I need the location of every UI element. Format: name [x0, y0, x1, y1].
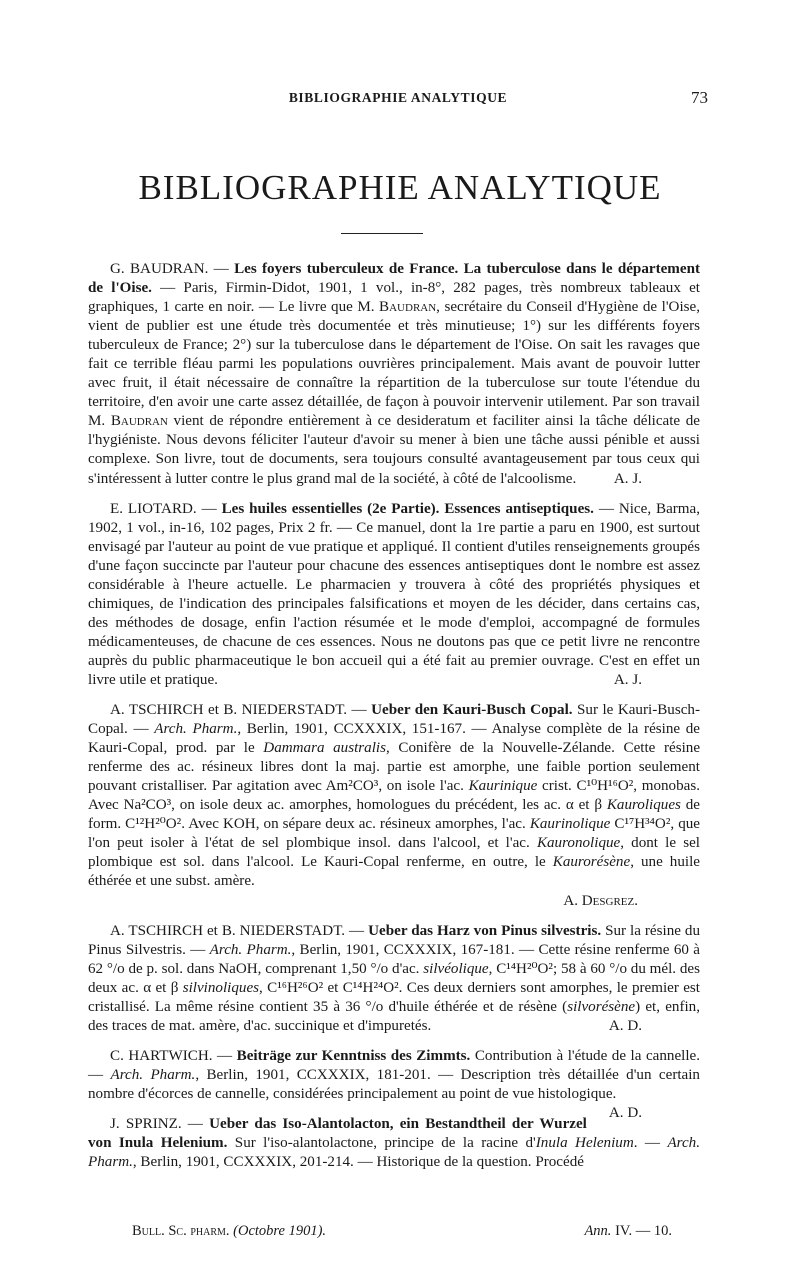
entry-body-smallcaps: Baudran	[110, 413, 168, 430]
entry-author: A. TSCHIRCH et B. NIEDERSTADT. —	[110, 702, 372, 719]
bibliography-entry	[88, 500, 700, 690]
bibliography-entry	[88, 1047, 701, 1121]
entry-author: A. TSCHIRCH et B. NIEDERSTADT. —	[110, 922, 369, 939]
entry-signature: A. D.	[608, 1104, 642, 1121]
entry-body-italic: silvéolique	[423, 960, 489, 977]
entry-body-italic: Arch. Pharm.	[88, 1135, 700, 1171]
entry-signature: A. J.	[613, 671, 642, 688]
footer-date: (Octobre 1901).	[233, 1223, 327, 1239]
entry-body: Sur l'iso-alantolactone, principe de la racine d'	[227, 1135, 536, 1152]
entry-body-italic: Kaurinique	[468, 778, 538, 795]
footer-annee: Ann.	[584, 1223, 612, 1239]
entry-signature: A. J.	[613, 470, 642, 487]
entry-body: — Nice, Barma, 1902, 1 vol., in-16, 102 pages, Prix 2 fr. — Ce manuel, dont la 1re partie a paru en 1900, est surtout envisagé par l'auteur au point de vue pratique et appliqué. Il contient d'utiles renseignements groupés d'une façon succincte par l'auteur pour chacune des essences antiseptiques dont le nombre est assez considérable à l'heure actuelle. Le pharmacien y trouvera à côté des propriétés physiques et chimiques, de l'indication des principales falsifications et moyen de les décider, dans certains cas, des méthodes de dosage, enfin l'action résumée et le mode d'emploi, accompagné de formules médicamenteuses, de chacune de ces essences. Nous ne doutons pas que ce petit livre ne rencontre auprès du public pharmaceutique le bon accueil qui a été fait au premier ouvrage. C'est en effet un livre utile et pratique.	[88, 500, 701, 688]
running-head	[88, 90, 708, 112]
entry-title: Les huiles essentielles (2e Partie). Essences antiseptiques.	[221, 500, 594, 517]
entry-body: , une huile éthérée et une subst. amère.	[88, 854, 700, 890]
entry-body: , dont le sel plombique est sol. dans l'alcool. Le Kauri-Copal renferme, en outre, le	[88, 835, 700, 871]
section-title: BIBLIOGRAPHIE ANALYTIQUE	[138, 168, 662, 207]
bibliography-entry	[88, 922, 700, 1036]
entry-body: , C¹⁴H²⁰O²; 58 à 60 °/o du mél. des deux ac. α et β	[88, 960, 700, 996]
entry-body: crist. C¹⁰H¹⁶O², monobas. Avec Na²CO³, on isole deux ac. amorphes, homologues du précédent, les ac. α et β	[88, 778, 700, 814]
bibliography-entry	[88, 260, 700, 489]
footer-journal	[132, 1223, 326, 1240]
entry-body-italic: silvinoliques	[182, 979, 260, 996]
entry-body: C¹⁷H³⁴O², que l'on peut isoler à l'état de sel plombique insol. dans l'alcool, et l'ac.	[88, 816, 700, 852]
entry-body: , Berlin, 1901, CCXXXIX, 181-201. — Description très détaillée d'un certain nombre d'écorces de cannelle, considérées principalement au point de vue histologique.	[88, 1066, 700, 1102]
entry-body: , Berlin, 1901, CCXXXIX, 201-214. — Historique de la question. Procédé	[132, 1154, 584, 1171]
entry-body: , Berlin, 1901, CCXXXIX, 151-167. — Analyse complète de la résine de Kauri-Copal, prod. par le	[88, 721, 701, 757]
entry-body: , Conifère de la Nouvelle-Zélande. Cette résine renferme des ac. résineux libres dont la maj. partie est amorphe, une faible portion seulement pouvant cristalliser. Par agitation avec Am²CO³, on isole l'ac.	[88, 740, 701, 795]
bibliography-entries	[88, 260, 700, 1183]
entry-body: , Berlin, 1901, CCXXXIX, 167-181. — Cette résine renferme 60 à 62 °/o de p. sol. dans NaOH, comprenant 1,50 °/o d'ac.	[88, 941, 700, 977]
entry-body-italic: Kaurorésène	[552, 854, 631, 871]
entry-title: Beiträge zur Kenntniss des Zimmts.	[236, 1047, 471, 1064]
entry-body: , C¹⁶H²⁶O² et C¹⁴H²⁴O². Ces deux derniers sont amorphes, le premier est cristallisé. La même résine contient 35 à 36 °/o d'huile éthérée et de résène (	[88, 979, 700, 1015]
entry-author: G. BAUDRAN. —	[110, 261, 235, 277]
entry-title: Ueber das Iso-Alantolacton, ein Bestandtheil der Wurzel von Inula Helenium.	[88, 1115, 587, 1152]
entry-body: , secrétaire du Conseil d'Hygiène de l'Oise, vient de publier est une étude très documentée et très minutieuse; 1°) sur les différents foyers tuberculeux de France; 2°) sur la tuberculose dans le département de l'Oise. On sait les ravages que fait ce terrible fléau parmi les populations ouvrières principalement. Mais avant de pouvoir lutter avec fruit, il était nécessaire de connaître la répartition de la tuberculose sur toute l'étendue du territoire, d'en avoir une carte assez détaillée, de façon à pouvoir intervenir utilement. Par son travail M.	[88, 299, 700, 430]
running-head-title: BIBLIOGRAPHIE ANALYTIQUE	[288, 90, 508, 105]
page-number: 73	[691, 88, 708, 107]
bibliography-entry	[88, 701, 700, 911]
entry-signature: A. D.	[608, 1017, 642, 1034]
page-footer	[132, 1223, 672, 1245]
entry-body: ) et, enfin, des traces de mat. amère, d'ac. succinique et d'impuretés.	[88, 998, 700, 1034]
entry-author: C. HARTWICH. —	[110, 1047, 237, 1064]
entry-body-italic: Kauroliques	[606, 797, 681, 814]
entry-body-italic: Dammara australis	[263, 740, 386, 757]
entry-body: de form. C¹²H²⁰O². Avec KOH, on sépare deux ac. résineux amorphes, l'ac.	[88, 797, 700, 833]
footer-journal-name: Bull. Sc. pharm.	[132, 1223, 230, 1239]
footer-volume	[584, 1223, 672, 1240]
title-rule	[341, 233, 423, 234]
entry-body: — Paris, Firmin-Didot, 1901, 1 vol., in-8°, 282 pages, très nombreux tableaux et graphiques, 1 carte en noir. — Le livre que M.	[88, 280, 700, 316]
entry-body-italic: silvorésène	[567, 998, 636, 1015]
entry-body-italic: Inula Helenium	[535, 1135, 634, 1152]
entry-body: Contribution à l'étude de la cannelle. —	[88, 1047, 701, 1083]
entry-body: vient de répondre entièrement à ce desideratum et faciliter ainsi la tâche délicate de l'hygiéniste. Nous devons féliciter l'auteur d'avoir su mener à bien une tâche aussi pénible et aussi complexe. Son livre, tout de documents, sera toujours consulté avantageusement par tous ceux qui s'intéressent à lutter contre le plus grand mal de la société, à côté de l'alcoolisme.	[88, 413, 700, 487]
entry-author: J. SPRINZ. —	[110, 1115, 210, 1132]
entry-author: E. LIOTARD. —	[110, 500, 222, 517]
entry-body: Sur la résine du Pinus Silvestris. —	[88, 922, 701, 958]
entry-body-italic: Arch. Pharm.	[209, 941, 292, 958]
entry-body-italic: Arch. Pharm.	[154, 721, 238, 738]
entry-body-smallcaps: Baudran	[379, 299, 437, 316]
entry-title: Les foyers tuberculeux de France. La tuberculose dans le département de l'Oise.	[88, 261, 700, 297]
entry-signature: A. Desgrez.	[563, 892, 638, 909]
entry-body: . —	[633, 1135, 668, 1152]
entry-title: Ueber das Harz von Pinus silvestris.	[368, 922, 602, 939]
entry-body-italic: Kaurinolique	[529, 816, 611, 833]
footer-volume-number: IV. — 10.	[615, 1223, 672, 1239]
entry-body: Sur le Kauri-Busch-Copal. —	[88, 702, 700, 738]
entry-body-italic: Arch. Pharm.	[110, 1066, 196, 1083]
entry-body-italic: Kauronolique	[536, 835, 621, 852]
bibliography-entry	[88, 1115, 700, 1172]
entry-title: Ueber den Kauri-Busch Copal.	[371, 702, 573, 719]
